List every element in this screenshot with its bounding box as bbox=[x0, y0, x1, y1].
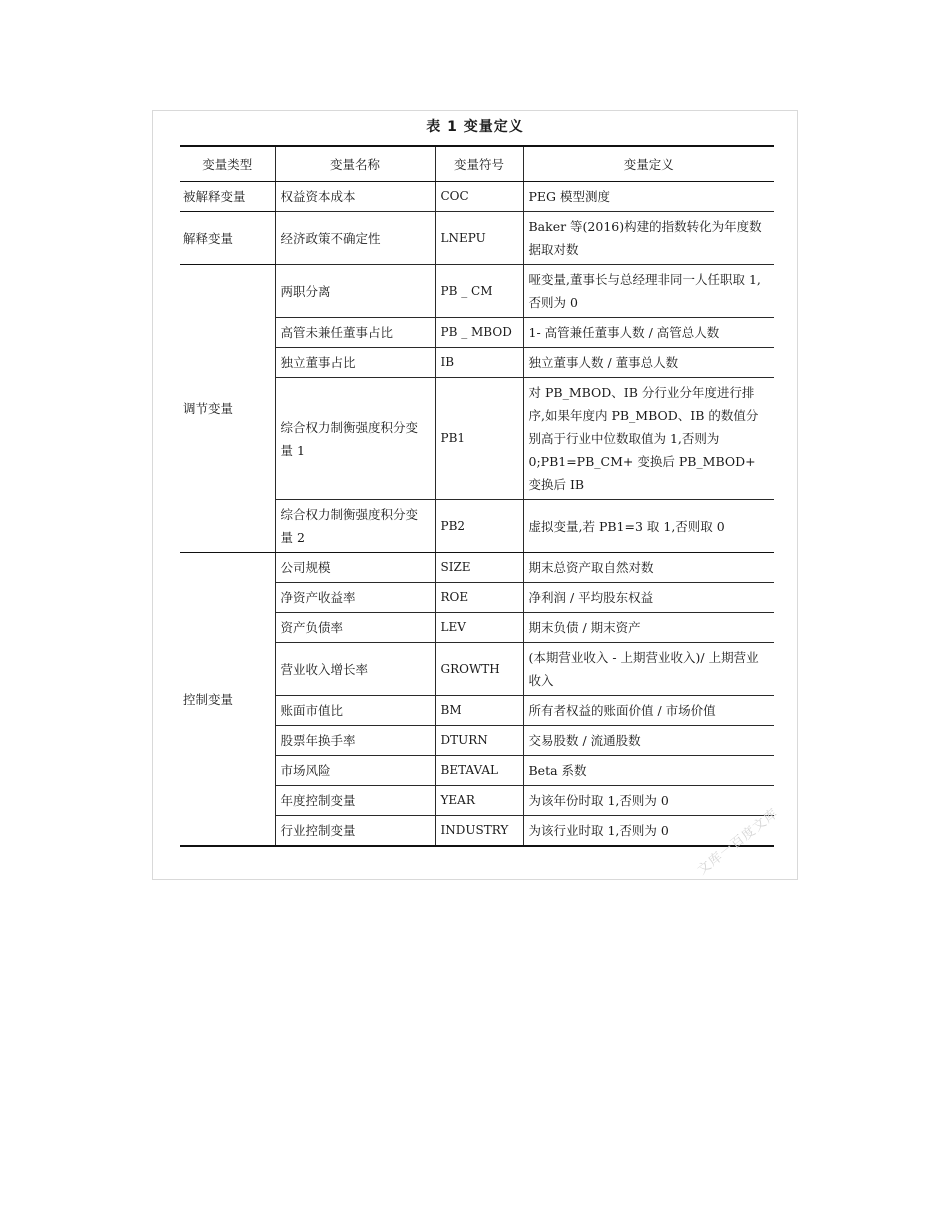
group-type-moderating: 调节变量 bbox=[180, 265, 275, 553]
variable-name: 净资产收益率 bbox=[275, 583, 435, 613]
variable-name: 股票年换手率 bbox=[275, 726, 435, 756]
table-row bbox=[180, 212, 774, 265]
variable-symbol: BETAVAL bbox=[435, 756, 523, 786]
variable-name: 综合权力制衡强度积分变量 1 bbox=[275, 378, 435, 500]
header-variable-symbol: 变量符号 bbox=[435, 146, 523, 182]
header-variable-type: 变量类型 bbox=[180, 146, 275, 182]
variable-symbol: GROWTH bbox=[435, 643, 523, 696]
variable-symbol: BM bbox=[435, 696, 523, 726]
variable-symbol: INDUSTRY bbox=[435, 816, 523, 847]
table-frame bbox=[152, 110, 798, 880]
variable-name: 经济政策不确定性 bbox=[275, 212, 435, 265]
variable-definition: 为该年份时取 1,否则为 0 bbox=[523, 786, 774, 816]
variable-symbol: PB _ CM bbox=[435, 265, 523, 318]
variable-name: 资产负债率 bbox=[275, 613, 435, 643]
variable-name: 综合权力制衡强度积分变量 2 bbox=[275, 500, 435, 553]
variable-symbol: YEAR bbox=[435, 786, 523, 816]
group-type-control: 控制变量 bbox=[180, 553, 275, 847]
header-variable-name: 变量名称 bbox=[275, 146, 435, 182]
header-variable-definition: 变量定义 bbox=[523, 146, 774, 182]
variable-definition: 1- 高管兼任董事人数 / 高管总人数 bbox=[523, 318, 774, 348]
variable-definition: (本期营业收入 - 上期营业收入)/ 上期营业收入 bbox=[523, 643, 774, 696]
variable-name: 权益资本成本 bbox=[275, 182, 435, 212]
variable-name: 独立董事占比 bbox=[275, 348, 435, 378]
variable-definition: 净利润 / 平均股东权益 bbox=[523, 583, 774, 613]
variable-name: 市场风险 bbox=[275, 756, 435, 786]
variable-name: 账面市值比 bbox=[275, 696, 435, 726]
variable-symbol: IB bbox=[435, 348, 523, 378]
variable-symbol: LNEPU bbox=[435, 212, 523, 265]
variable-symbol: PB _ MBOD bbox=[435, 318, 523, 348]
table-row bbox=[180, 182, 774, 212]
watermark: 文库一百度文库 bbox=[695, 805, 782, 879]
variable-definition: 哑变量,董事长与总经理非同一人任职取 1,否则为 0 bbox=[523, 265, 774, 318]
variable-definition: 为该行业时取 1,否则为 0 bbox=[523, 816, 774, 847]
variable-symbol: LEV bbox=[435, 613, 523, 643]
variable-definition: 所有者权益的账面价值 / 市场价值 bbox=[523, 696, 774, 726]
variable-definition: Baker 等(2016)构建的指数转化为年度数据取对数 bbox=[523, 212, 774, 265]
variable-name: 高管未兼任董事占比 bbox=[275, 318, 435, 348]
variable-definition: Beta 系数 bbox=[523, 756, 774, 786]
variable-name: 行业控制变量 bbox=[275, 816, 435, 847]
variable-definition: PEG 模型测度 bbox=[523, 182, 774, 212]
variable-definition: 虚拟变量,若 PB1=3 取 1,否则取 0 bbox=[523, 500, 774, 553]
variable-definition: 期末负债 / 期末资产 bbox=[523, 613, 774, 643]
variable-name: 营业收入增长率 bbox=[275, 643, 435, 696]
variable-symbol: SIZE bbox=[435, 553, 523, 583]
variable-definition: 独立董事人数 / 董事总人数 bbox=[523, 348, 774, 378]
table-header-row bbox=[180, 146, 774, 182]
variable-definition: 对 PB_MBOD、IB 分行业分年度进行排序,如果年度内 PB_MBOD、IB 的数值分别高于行业中位数取值为 1,否则为 0;PB1=PB_CM+ 变换后 PB_MBOD+ 变换后 IB bbox=[523, 378, 774, 500]
variable-symbol: ROE bbox=[435, 583, 523, 613]
variable-name: 两职分离 bbox=[275, 265, 435, 318]
variable-definition: 交易股数 / 流通股数 bbox=[523, 726, 774, 756]
variable-definition: 期末总资产取自然对数 bbox=[523, 553, 774, 583]
variable-definition-table bbox=[180, 145, 774, 847]
variable-symbol: PB1 bbox=[435, 378, 523, 500]
variable-name: 年度控制变量 bbox=[275, 786, 435, 816]
group-type-dependent: 被解释变量 bbox=[180, 182, 275, 212]
variable-symbol: DTURN bbox=[435, 726, 523, 756]
variable-name: 公司规模 bbox=[275, 553, 435, 583]
variable-symbol: PB2 bbox=[435, 500, 523, 553]
table-caption: 表 1 变量定义 bbox=[426, 119, 524, 135]
table-row bbox=[180, 265, 774, 318]
variable-symbol: COC bbox=[435, 182, 523, 212]
table-row bbox=[180, 553, 774, 583]
group-type-explanatory: 解释变量 bbox=[180, 212, 275, 265]
